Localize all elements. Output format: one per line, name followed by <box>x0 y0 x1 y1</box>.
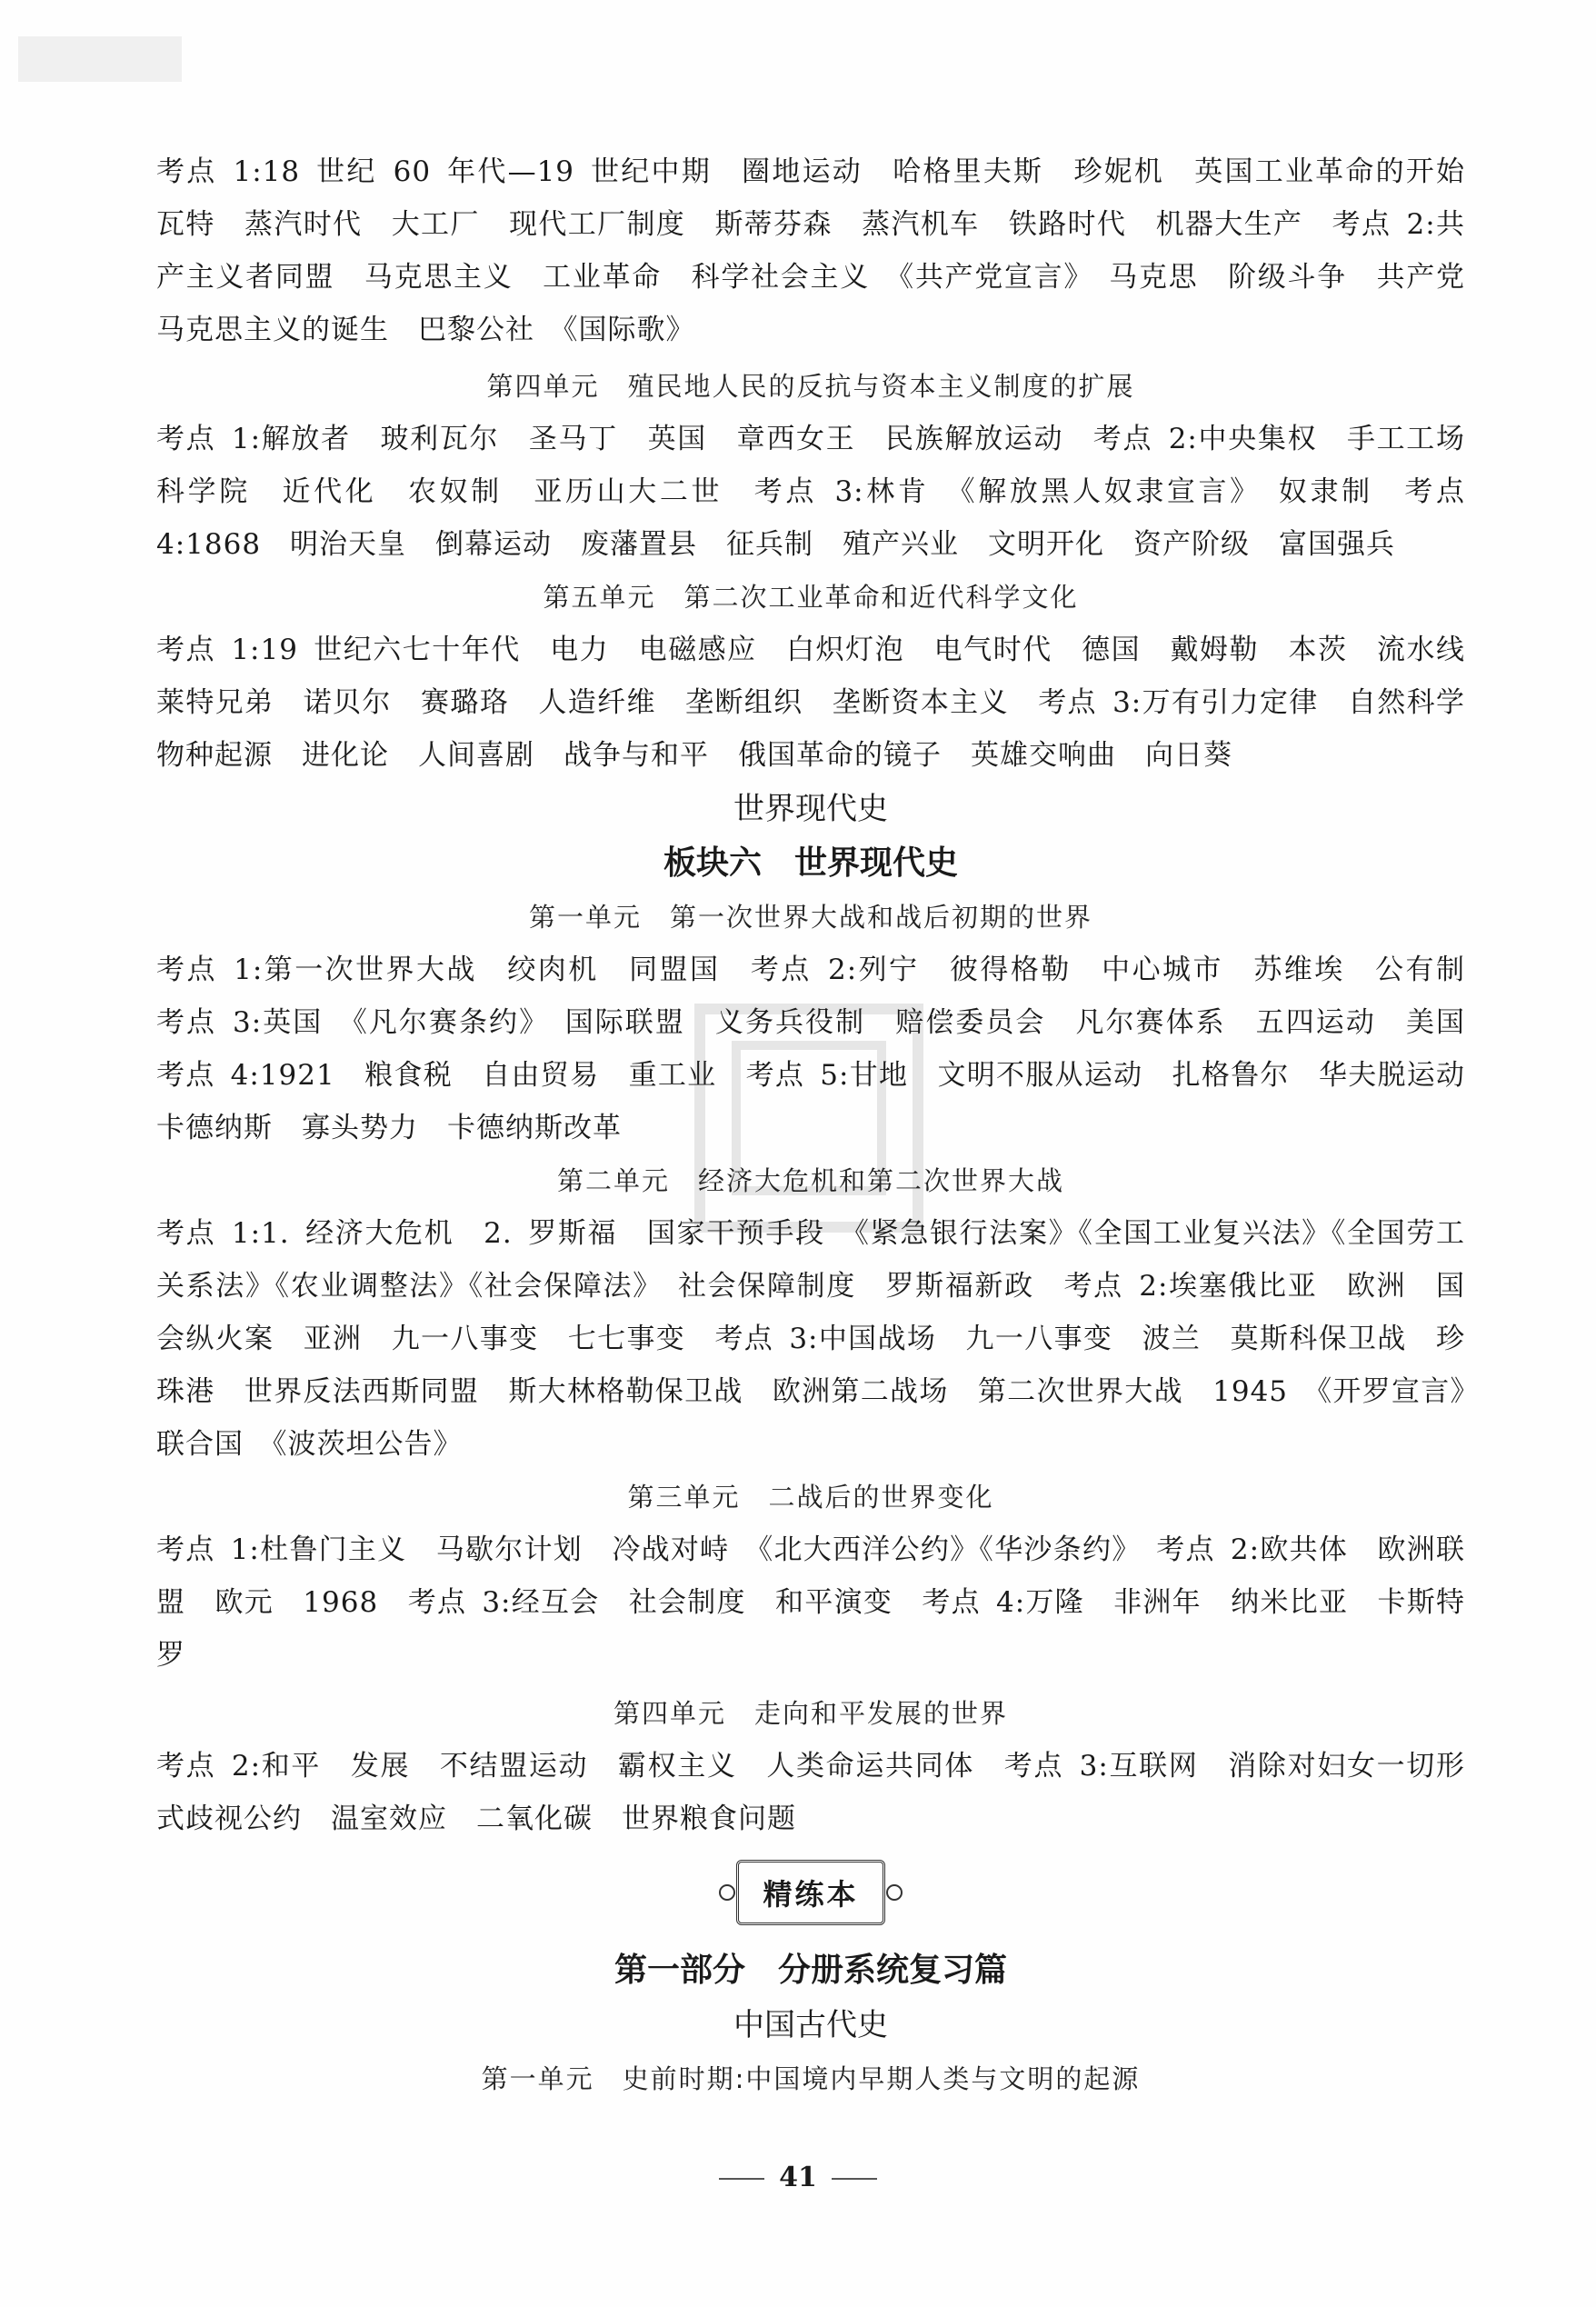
unit-heading: 第四单元 殖民地人民的反抗与资本主义制度的扩展 <box>486 371 1135 402</box>
section-title-ancient-history: 中国古代史 <box>733 2007 888 2043</box>
unit-heading: 第一单元 第一次世界大战和战后初期的世界 <box>528 902 1092 933</box>
unit-heading: 第五单元 第二次工业革命和近代科学文化 <box>543 582 1079 613</box>
page-number-dash-left <box>719 2178 764 2180</box>
part-title: 第一部分 分册系统复习篇 <box>613 1952 1007 1989</box>
paragraph-industrial-revolution: 考点 1:18 世纪 60 年代—19 世纪中期 圈地运动 哈格里夫斯 珍妮机 英国工业革命的开始 瓦特 蒸汽时代 大工厂 现代工厂制度 斯蒂芬森 蒸汽机车 铁路时代 机器大生产 考点 2:共产主义者同盟 马克思主义 工业革命 科学社会主义 《共产党宣言》 马克思 阶级斗争 共产党 马克思主义的诞生 巴黎公社 《国际歌》 <box>156 155 1494 346</box>
section-title-modern-history: 世界现代史 <box>733 791 888 827</box>
unit-heading: 第二单元 经济大危机和第二次世界大战 <box>556 1165 1064 1196</box>
page-number <box>0 2162 1596 2193</box>
paragraph-second-industrial-revolution: 考点 1:19 世纪六七十年代 电力 电磁感应 白炽灯泡 电气时代 德国 戴姆勒 本茨 流水线 莱特兄弟 诺贝尔 赛璐珞 人造纤维 垄断组织 垄断资本主义 考点 3:万有引力定律 自然科学 物种起源 进化论 人间喜剧 战争与和平 俄国革命的镜子 英雄交响曲 向日葵 <box>156 634 1494 772</box>
paragraph-colonial-resistance: 考点 1:解放者 玻利瓦尔 圣马丁 英国 章西女王 民族解放运动 考点 2:中央集权 手工工场 科学院 近代化 农奴制 亚历山大二世 考点 3:林肯 《解放黑人奴隶宣言》 奴隶制 考点 4:1868 明治天皇 倒幕运动 废藩置县 征兵制 殖产兴业 文明开化 资产阶级 富国强兵 <box>156 423 1494 561</box>
block-title: 板块六 世界现代史 <box>663 844 958 882</box>
unit-heading: 第一单元 史前时期:中国境内早期人类与文明的起源 <box>481 2063 1141 2094</box>
unit-heading: 第三单元 二战后的世界变化 <box>627 1482 994 1513</box>
content-column <box>156 145 1494 2105</box>
paragraph-peace-development: 考点 2:和平 发展 不结盟运动 霸权主义 人类命运共同体 考点 3:互联网 消除对妇女一切形式歧视公约 温室效应 二氧化碳 世界粮食问题 <box>156 1750 1465 1835</box>
page-number-dash-right <box>832 2178 877 2180</box>
paragraph-ww1: 考点 1:第一次世界大战 绞肉机 同盟国 考点 2:列宁 彼得格勒 中心城市 苏维埃 公有制 考点 3:英国 《凡尔赛条约》 国际联盟 义务兵役制 赔偿委员会 凡尔赛体系 五四运动 美国 考点 4:1921 粮食税 自由贸易 重工业 考点 5:甘地 文明不服从运动 扎格鲁尔 华夫脱运动 卡德纳斯 寡头势力 卡德纳斯改革 <box>156 954 1494 1144</box>
paragraph-ww2: 考点 1:1. 经济大危机 2. 罗斯福 国家干预手段 《紧急银行法案》《全国工业复兴法》《全国劳工关系法》《农业调整法》《社会保障法》 社会保障制度 罗斯福新政 考点 2:埃塞俄比亚 欧洲 国会纵火案 亚洲 九一八事变 七七事变 考点 3:中国战场 九一八事变 波兰 莫斯科保卫战 珍珠港 世界反法西斯同盟 斯大林格勒保卫战 欧洲第二战场 第二次世界大战 1945 《开罗宣言》 联合国 《波茨坦公告》 <box>156 1217 1494 1461</box>
corner-stamp-mark <box>0 0 200 109</box>
practice-book-badge: 精练本 <box>736 1860 884 1925</box>
unit-heading: 第四单元 走向和平发展的世界 <box>613 1698 1008 1729</box>
badge-container <box>156 1860 1465 1943</box>
paragraph-postwar: 考点 1:杜鲁门主义 马歇尔计划 冷战对峙 《北大西洋公约》《华沙条约》 考点 2:欧共体 欧洲联盟 欧元 1968 考点 3:经互会 社会制度 和平演变 考点 4:万隆 非洲年 纳米比亚 卡斯特罗 <box>156 1533 1465 1672</box>
page-number-value: 41 <box>779 2162 817 2193</box>
